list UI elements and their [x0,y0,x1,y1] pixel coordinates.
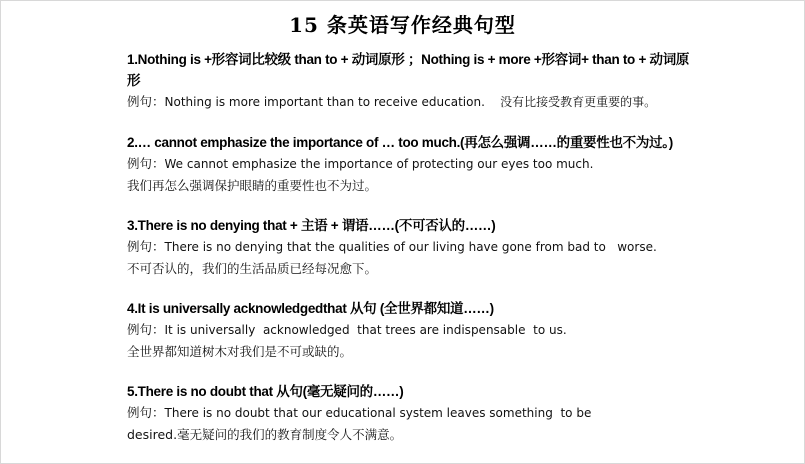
example-text: We cannot emphasize the importance of protecting our eyes too much. [164,157,594,171]
pattern-section-1 [127,49,697,113]
example-translation: 我们再怎么强调保护眼睛的重要性也不为过。 [127,178,378,193]
document-title: 15 条英语写作经典句型 [289,13,516,37]
document-body [127,49,697,445]
example-sentence [127,91,697,113]
example-sentence [127,402,697,424]
example-text: There is no denying that the qualities of our living have gone from bad to worse. [164,240,657,254]
example-label: 例句： [127,405,165,420]
example-label: 例句： [127,239,165,254]
pattern-section-2 [127,132,697,196]
example-label: 例句： [127,94,165,109]
pattern-heading: 1.Nothing is +形容词比较级 than to + 动词原形 ；Nothing is + more +形容词+ than to + 动词原形 [127,52,690,88]
example-label: 例句： [127,322,165,337]
pattern-heading: 4.It is universally acknowledgedthat 从句 (全世界都知道……) [127,301,494,316]
example-sentence [127,236,697,258]
pattern-heading: 2.… cannot emphasize the importance of … too much.(再怎么强调……的重要性也不为过。) [127,135,673,150]
pattern-heading: 5.There is no doubt that 从句(毫无疑问的……) [127,384,404,399]
pattern-section-5 [127,381,697,445]
example-label: 例句： [127,156,165,171]
example-text: There is no doubt that our educational system leaves something to be [164,406,592,420]
pattern-heading: 3.There is no denying that + 主语 + 谓语……(不可否认的……) [127,218,496,233]
example-text: Nothing is more important than to receive education. 没有比接受教育更重要的事。 [164,95,657,109]
pattern-section-4 [127,298,697,362]
example-sentence [127,153,697,175]
pattern-section-3 [127,215,697,279]
example-sentence [127,319,697,341]
example-translation: 不可否认的，我们的生活品质已经每况愈下。 [127,261,378,276]
example-translation: 全世界都知道树木对我们是不可或缺的。 [127,344,353,359]
example-text: It is universally acknowledged that trees are indispensable to us. [164,323,567,337]
example-translation: desired.毫无疑问的我们的教育制度令人不满意。 [127,427,403,442]
